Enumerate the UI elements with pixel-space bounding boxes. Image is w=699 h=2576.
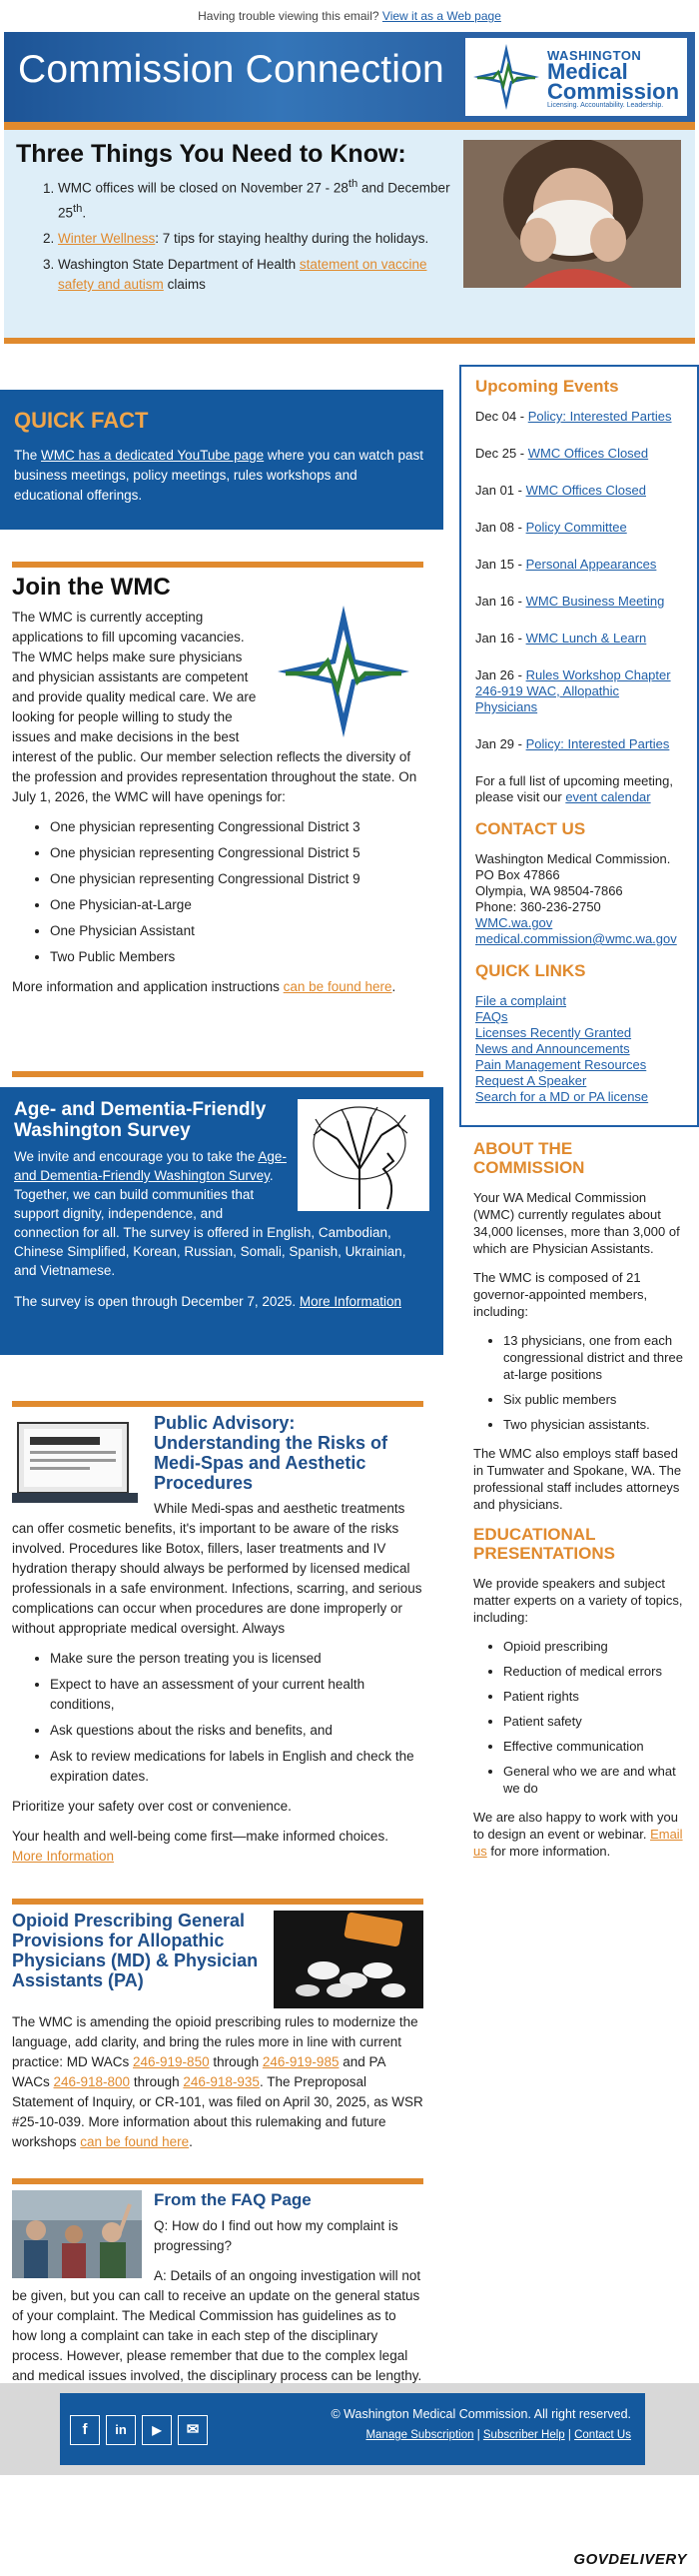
join-more: More information and application instructions can be found here. — [12, 979, 396, 994]
about-title: ABOUT THE COMMISSION — [473, 1139, 585, 1177]
contact-title: CONTACT US — [475, 819, 586, 838]
event-item: Dec 25 - WMC Offices Closed — [475, 446, 649, 461]
wac-246-918-935-link[interactable]: 246-918-935 — [183, 2074, 260, 2089]
survey-box — [0, 1087, 443, 1355]
file-complaint-link[interactable]: File a complaint — [475, 993, 567, 1008]
facebook-icon[interactable]: f — [70, 2415, 100, 2445]
event-calendar-note: For a full list of upcoming meeting, please visit our event calendar — [475, 773, 673, 804]
top-notice-text: Having trouble viewing this email? — [198, 9, 379, 23]
list-item: • Make sure the person treating you is licensed — [50, 1649, 423, 1669]
list-item: • Six public members — [503, 1391, 685, 1408]
about-p5: We are also happy to work with you to design an event or webinar. Email us for more information. — [473, 1810, 683, 1859]
view-as-web-page-link[interactable]: View it as a Web page — [381, 9, 501, 23]
about-p4: We provide speakers and subject matter experts on a variety of topics, including: — [473, 1576, 683, 1625]
section-divider — [12, 562, 423, 568]
opioid-more-link[interactable]: can be found here — [80, 2134, 190, 2149]
quick-fact-text: The WMC has a dedicated YouTube page where you can watch past business meetings, policy meetings, rules workshops and educational offerings. — [14, 448, 424, 503]
advisory-health: Your health and well-being come first—make informed choices. More Information — [12, 1829, 388, 1864]
event-item: Jan 16 - WMC Lunch & Learn — [475, 631, 647, 645]
advisory-body: While Medi-spas and aesthetic treatments can offer cosmetic benefits, it's important to be aware of the risks involved. Procedures like Botox, fillers, laser treatments and IV hydration therapy should always be performed by licensed medical professionals in a safe environment. Infections, scarring, and serious complications can occur when procedures are done improperly or without appropriate medical oversight. Always — [12, 1501, 422, 1636]
advisory-more-link[interactable]: More Information — [12, 1849, 115, 1864]
sneezing-woman-photo — [463, 140, 681, 288]
section-divider — [12, 1401, 423, 1407]
header-banner — [4, 32, 695, 122]
event-link[interactable]: Policy: Interested Parties — [525, 736, 670, 751]
vaccine-statement-link[interactable]: statement on vaccine safety and autism — [58, 257, 427, 292]
events-box — [459, 365, 699, 1127]
event-calendar-link[interactable]: event calendar — [565, 789, 651, 804]
list-item: • Effective communication — [503, 1738, 685, 1755]
faq-question: Q: How do I find out how my complaint is progressing? — [154, 2218, 398, 2253]
event-item: Jan 01 - WMC Offices Closed — [475, 483, 646, 498]
quick-fact-box — [0, 390, 443, 530]
event-link[interactable]: Policy: Interested Parties — [527, 409, 672, 424]
list-item: • Patient rights — [503, 1688, 685, 1705]
members-list — [473, 1332, 685, 1433]
list-item: • Opioid prescribing — [503, 1638, 685, 1655]
faq-section — [12, 2178, 423, 2416]
quick-links — [475, 993, 683, 1105]
logo-name: Medical Commission — [547, 59, 680, 104]
youtube-icon[interactable]: ▶ — [142, 2415, 172, 2445]
event-link[interactable]: Personal Appearances — [525, 557, 657, 572]
event-link[interactable]: WMC Offices Closed — [527, 446, 649, 461]
logo-tagline: Licensing. Accountability. Leadership. — [547, 102, 664, 109]
license-search-link[interactable]: Search for a MD or PA license — [475, 1089, 649, 1104]
news-laptop-image — [12, 1413, 142, 1513]
wac-246-919-850-link[interactable]: 246-919-850 — [133, 2054, 210, 2069]
list-item: 2. Winter Wellness: 7 tips for staying healthy during the holidays. — [58, 229, 459, 249]
section-divider — [12, 1899, 423, 1905]
event-item: Jan 26 - Rules Workshop Chapter 246-919 WAC, Allopathic Physicians — [475, 667, 671, 714]
opioid-body: The WMC is amending the opioid prescribing rules to modernize the language, add clarity, and bring the rules more in line with current practice: MD WACs 246-919-850 through 246-919-985 and PA WACs 246-918-800 through 246-918-935. The Preproposal Statement of Inquiry, or CR-101, was filed on April 30, 2025, as WSR #25-10-039. More information about this rulemaking and future workshops can be found here. — [12, 2014, 423, 2149]
footer-links: Manage Subscription | Subscriber Help | Contact Us — [365, 2429, 631, 2441]
list-item: • Reduction of medical errors — [503, 1663, 685, 1680]
linkedin-icon[interactable]: in — [106, 2415, 136, 2445]
survey-body: We invite and encourage you to take the Age- and Dementia-Friendly Washington Survey. Together, we can build communities that support dignity, independence, and connection for all. The survey is offered in English, Cambodian, Chinese Simplified, Korean, Russian, Somali, Spanish, Ukrainian, and Vietnamese. — [14, 1149, 406, 1278]
faq-title: From the FAQ Page — [154, 2190, 312, 2209]
winter-wellness-link[interactable]: Winter Wellness — [58, 231, 156, 246]
classroom-photo — [12, 2190, 142, 2278]
wmc-emblem-icon — [274, 602, 423, 741]
faq-answer: A: Details of an ongoing investigation will not be given, but you can call to receive an update on the general status of your complaint. The Medical Commission has guidelines as to how long a complaint can take in each step of the disciplinary process. However, please remember that due to the complex legal and medical issues involved, the disciplinary process can be lengthy. — [12, 2268, 422, 2383]
event-item: Jan 29 - Policy: Interested Parties — [475, 736, 670, 751]
list-item: • 13 physicians, one from each congressional district and three at-large positions — [503, 1332, 685, 1383]
list-item: • Two Public Members — [50, 947, 423, 967]
about-p2: The WMC is composed of 21 governor-appointed members, including: — [473, 1270, 648, 1319]
three-things-section — [4, 130, 695, 344]
contact-us-link[interactable]: Contact Us — [574, 2429, 631, 2441]
list-item: • One physician representing Congressional District 3 — [50, 817, 423, 837]
opioid-section — [12, 1899, 423, 2162]
list-item: • One Physician-at-Large — [50, 895, 423, 915]
wac-246-918-800-link[interactable]: 246-918-800 — [53, 2074, 131, 2089]
email-us-link[interactable]: Email us — [473, 1827, 683, 1859]
list-item: 1. WMC offices will be closed on November 27 - 28th and December 25th. — [58, 174, 459, 223]
wac-246-919-985-link[interactable]: 246-919-985 — [262, 2054, 340, 2069]
event-link[interactable]: Rules Workshop Chapter 246-919 WAC, Allopathic Physicians — [475, 667, 671, 714]
survey-section — [0, 1071, 443, 1355]
event-link[interactable]: WMC Business Meeting — [525, 594, 665, 609]
request-speaker-link[interactable]: Request A Speaker — [475, 1073, 587, 1088]
list-item: • Ask to review medications for labels in English and check the expiration dates. — [50, 1747, 423, 1787]
list-item: • General who we are and what we do — [503, 1763, 685, 1797]
events-title: Upcoming Events — [475, 377, 619, 396]
footer — [0, 2383, 699, 2475]
footer-panel — [60, 2393, 645, 2465]
event-item: Dec 04 - Policy: Interested Parties — [475, 409, 672, 424]
list-item: • Expect to have an assessment of your current health conditions, — [50, 1675, 423, 1715]
list-item: • One physician representing Congressional District 5 — [50, 843, 423, 863]
sidebar — [459, 365, 699, 1884]
join-body: The WMC is currently accepting applications to fill upcoming vacancies. The WMC helps make sure physicians and physician assistants are competent and provide quality medical care. We are looking for people willing to study the issues and make decisions in the best interest of the public. Our member selection reflects the diversity of the profession and provides representation throughout the state. On July 1, 2026, the WMC will have openings for: — [12, 610, 417, 804]
join-title: Join the WMC — [12, 574, 171, 601]
website-link[interactable]: WMC.wa.gov — [475, 915, 553, 930]
contact-info: Washington Medical Commission. PO Box 47866 Olympia, WA 98504-7866 Phone: 360-236-2750 WMC.wa.gov medical.commission@wmc.wa.gov — [475, 851, 677, 946]
survey-more-link[interactable]: More Information — [299, 1294, 401, 1309]
pain-management-link[interactable]: Pain Management Resources — [475, 1057, 647, 1072]
email-icon[interactable]: ✉ — [178, 2415, 208, 2445]
copyright: © Washington Medical Commission. All right reserved. — [331, 2407, 631, 2421]
event-link[interactable]: WMC Offices Closed — [525, 483, 646, 498]
openings-list — [12, 817, 423, 967]
list-item: • Patient safety — [503, 1713, 685, 1730]
faqs-link[interactable]: FAQs — [475, 1009, 508, 1024]
education-title: EDUCATIONAL PRESENTATIONS — [473, 1525, 615, 1563]
wmc-star-logo-icon — [471, 42, 541, 112]
newsletter-title: Commission Connection — [18, 48, 444, 91]
survey-title: Age- and Dementia-Friendly Washington Survey — [14, 1099, 267, 1141]
top-notice — [0, 0, 699, 32]
event-item: Jan 15 - Personal Appearances — [475, 557, 657, 572]
header-divider — [4, 122, 695, 130]
advisory-title: Public Advisory: Understanding the Risks of Medi-Spas and Aesthetic Procedures — [154, 1413, 388, 1493]
join-section — [12, 562, 423, 1007]
list-item: • One Physician Assistant — [50, 921, 423, 941]
event-link[interactable]: Policy Committee — [525, 520, 627, 535]
quick-links-title: QUICK LINKS — [475, 961, 586, 980]
three-things-title: Three Things You Need to Know: — [16, 140, 406, 168]
govdelivery-logo[interactable]: GOVDELIVERY — [573, 2551, 687, 2568]
news-link[interactable]: News and Announcements — [475, 1041, 630, 1056]
event-link[interactable]: WMC Lunch & Learn — [525, 631, 647, 645]
advisory-list — [12, 1649, 423, 1787]
about-p3: The WMC also employs staff based in Tumwater and Spokane, WA. The professional staff includes attorneys and physicians. — [473, 1446, 682, 1512]
licenses-granted-link[interactable]: Licenses Recently Granted — [475, 1025, 632, 1040]
advisory-section — [12, 1401, 423, 1877]
survey-open: The survey is open through December 7, 2025. More Information — [14, 1294, 401, 1309]
logo-state: WASHINGTON — [547, 48, 642, 63]
manage-subscription-link[interactable]: Manage Subscription — [365, 2429, 474, 2441]
section-divider — [12, 2178, 423, 2184]
tree-head-image — [298, 1099, 429, 1211]
three-things-list — [40, 174, 459, 301]
topics-list — [473, 1638, 685, 1797]
survey-link[interactable]: Age- and Dementia-Friendly Washington Survey — [14, 1149, 287, 1183]
youtube-page-link[interactable]: WMC has a dedicated YouTube page — [41, 448, 265, 463]
event-item: Jan 16 - WMC Business Meeting — [475, 594, 665, 609]
subscriber-help-link[interactable]: Subscriber Help — [482, 2429, 565, 2441]
list-item: • Ask questions about the risks and benefits, and — [50, 1721, 423, 1741]
about-section — [459, 1127, 699, 1884]
quick-fact-title: QUICK FACT — [14, 408, 149, 433]
list-item: • One physician representing Congressional District 9 — [50, 869, 423, 889]
list-item: 3. Washington State Department of Health statement on vaccine safety and autism claims — [58, 255, 459, 295]
event-item: Jan 08 - Policy Committee — [475, 520, 627, 535]
pills-image — [274, 1911, 423, 2008]
about-p1: Your WA Medical Commission (WMC) currently regulates about 34,000 licenses, more than 3,000 of which are Physician Assistants. — [473, 1190, 680, 1256]
advisory-safety: Prioritize your safety over cost or convenience. — [12, 1799, 292, 1814]
wmc-logo — [465, 38, 687, 116]
join-more-link[interactable]: can be found here — [283, 979, 392, 994]
list-item: • Two physician assistants. — [503, 1416, 685, 1433]
opioid-title: Opioid Prescribing General Provisions for Allopathic Physicians (MD) & Physician Assistants (PA) — [12, 1911, 259, 1990]
email-link[interactable]: medical.commission@wmc.wa.gov — [475, 931, 677, 946]
